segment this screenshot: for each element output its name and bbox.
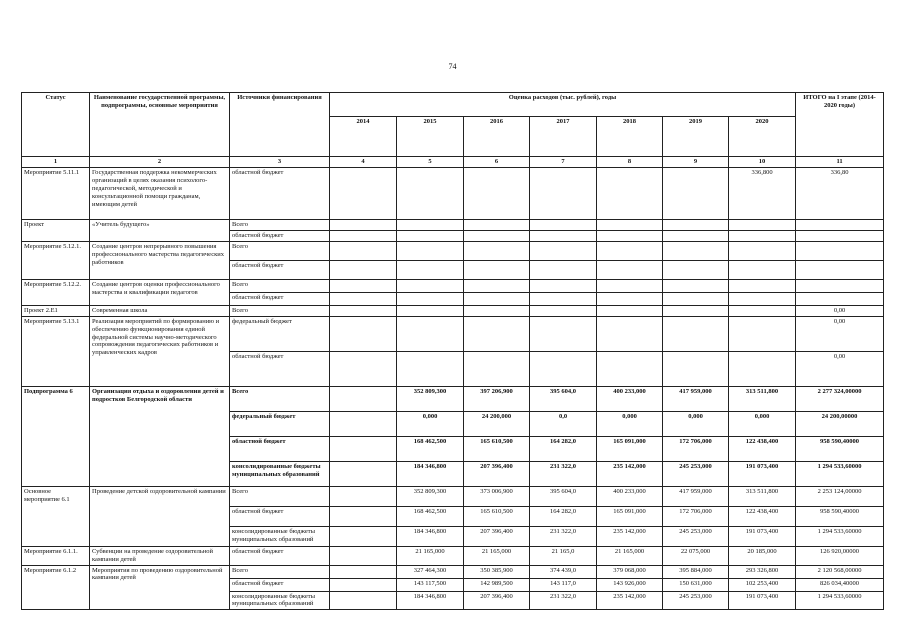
row-value: 0,000	[663, 411, 729, 436]
row-value	[663, 279, 729, 292]
row-value: 143 117,500	[397, 578, 464, 591]
header-status: Статус	[22, 93, 90, 157]
row-value	[729, 260, 796, 279]
row-value	[663, 167, 729, 219]
row-value: 21 165,000	[597, 546, 663, 565]
header-year: 2014	[330, 117, 397, 157]
row-value: 164 282,0	[530, 436, 597, 461]
row-value	[330, 279, 397, 292]
row-value: 400 233,000	[597, 486, 663, 506]
row-value	[530, 316, 597, 351]
row-value: 168 462,500	[397, 506, 464, 526]
row-value	[464, 351, 530, 386]
row-status: Мероприятие 6.1.2	[22, 565, 90, 610]
header-year: 2015	[397, 117, 464, 157]
row-value	[330, 219, 397, 230]
column-number: 8	[597, 157, 663, 168]
row-source: федеральный бюджет	[230, 411, 330, 436]
row-value: 0,000	[729, 411, 796, 436]
row-value: 165 091,000	[597, 506, 663, 526]
row-value	[597, 260, 663, 279]
row-value	[464, 230, 530, 241]
row-value: 0,0	[530, 411, 597, 436]
row-value	[729, 279, 796, 292]
table-row	[22, 546, 884, 565]
row-value	[330, 546, 397, 565]
header-year: 2018	[597, 117, 663, 157]
row-value: 313 511,800	[729, 386, 796, 411]
column-number: 3	[230, 157, 330, 168]
row-value	[597, 279, 663, 292]
row-value: 22 075,000	[663, 546, 729, 565]
row-value: 336,80	[796, 167, 884, 219]
row-value	[464, 292, 530, 305]
row-value	[330, 230, 397, 241]
row-value	[397, 351, 464, 386]
row-value: 395 604,0	[530, 386, 597, 411]
row-value: 2 277 324,00000	[796, 386, 884, 411]
row-value	[530, 351, 597, 386]
row-value: 1 294 533,60000	[796, 461, 884, 486]
row-value: 21 165,000	[464, 546, 530, 565]
row-source: областной бюджет	[230, 546, 330, 565]
row-value	[663, 305, 729, 316]
row-name: «Учитель будущего»	[90, 219, 230, 241]
row-value: 1 294 533,60000	[796, 526, 884, 546]
row-value: 235 142,000	[597, 591, 663, 610]
header-year: 2020	[729, 117, 796, 157]
row-value: 293 326,800	[729, 565, 796, 578]
table-row	[22, 241, 884, 260]
row-value	[530, 167, 597, 219]
row-value: 958 590,40000	[796, 506, 884, 526]
row-value	[330, 167, 397, 219]
row-value: 122 438,400	[729, 436, 796, 461]
row-value: 231 322,0	[530, 526, 597, 546]
row-value	[729, 351, 796, 386]
row-value: 191 073,400	[729, 591, 796, 610]
table-row	[22, 386, 884, 411]
row-value	[330, 351, 397, 386]
row-value	[530, 219, 597, 230]
table-row	[22, 316, 884, 351]
row-value	[397, 279, 464, 292]
row-source: Всего	[230, 279, 330, 292]
row-value	[530, 230, 597, 241]
row-value: 20 185,000	[729, 546, 796, 565]
row-value	[330, 241, 397, 260]
row-value	[330, 260, 397, 279]
page-number: 74	[448, 62, 457, 71]
row-value	[663, 351, 729, 386]
row-value: 2 253 124,00000	[796, 486, 884, 506]
header-sources: Источники финансирования	[230, 93, 330, 157]
header-total: ИТОГО на I этапе (2014-2020 годы)	[796, 93, 884, 157]
row-value	[330, 316, 397, 351]
row-value	[464, 241, 530, 260]
row-value	[397, 167, 464, 219]
row-value: 191 073,400	[729, 461, 796, 486]
header-estimate: Оценка расходов (тыс. рублей), годы	[330, 93, 796, 117]
row-value	[464, 219, 530, 230]
row-status: Проект 2.Е1	[22, 305, 90, 316]
row-value	[330, 578, 397, 591]
row-value: 184 346,800	[397, 526, 464, 546]
row-value: 184 346,800	[397, 591, 464, 610]
row-name: Организация отдыха и оздоровления детей и подростков Белгородской области	[90, 386, 230, 486]
table-row	[22, 305, 884, 316]
column-number: 7	[530, 157, 597, 168]
row-value: 395 604,0	[530, 486, 597, 506]
row-value	[397, 292, 464, 305]
row-source: областной бюджет	[230, 436, 330, 461]
row-value: 417 959,000	[663, 486, 729, 506]
row-value: 165 610,500	[464, 436, 530, 461]
row-value: 0,00	[796, 316, 884, 351]
row-value: 24 200,000	[464, 411, 530, 436]
row-value: 172 706,000	[663, 436, 729, 461]
row-value: 397 206,900	[464, 386, 530, 411]
row-value: 207 396,400	[464, 526, 530, 546]
row-status: Мероприятие 5.11.1	[22, 167, 90, 219]
row-value: 0,000	[597, 411, 663, 436]
row-value	[663, 260, 729, 279]
row-value: 24 200,00000	[796, 411, 884, 436]
row-value: 142 989,500	[464, 578, 530, 591]
row-value	[397, 230, 464, 241]
row-value	[464, 167, 530, 219]
row-value	[330, 292, 397, 305]
row-value	[729, 305, 796, 316]
row-value	[597, 351, 663, 386]
row-value: 400 233,000	[597, 386, 663, 411]
row-value: 102 253,400	[729, 578, 796, 591]
row-value	[330, 526, 397, 546]
row-value	[796, 241, 884, 260]
row-value	[397, 260, 464, 279]
row-value: 150 631,000	[663, 578, 729, 591]
header-year: 2017	[530, 117, 597, 157]
column-number: 1	[22, 157, 90, 168]
header-year: 2019	[663, 117, 729, 157]
row-value	[464, 305, 530, 316]
row-value	[397, 305, 464, 316]
row-value	[597, 292, 663, 305]
row-source: федеральный бюджет	[230, 316, 330, 351]
row-value	[796, 292, 884, 305]
row-status: Мероприятие 5.12.1.	[22, 241, 90, 279]
row-value	[330, 436, 397, 461]
row-value	[729, 316, 796, 351]
row-value: 21 165,0	[530, 546, 597, 565]
column-number: 11	[796, 157, 884, 168]
row-source: Всего	[230, 565, 330, 578]
row-source: Всего	[230, 219, 330, 230]
row-source: областной бюджет	[230, 292, 330, 305]
column-number: 2	[90, 157, 230, 168]
header-year: 2016	[464, 117, 530, 157]
row-value: 327 464,300	[397, 565, 464, 578]
row-value	[729, 230, 796, 241]
column-number: 5	[397, 157, 464, 168]
row-value: 313 511,800	[729, 486, 796, 506]
row-value: 172 706,000	[663, 506, 729, 526]
row-status: Основное мероприятие 6.1	[22, 486, 90, 546]
row-source: областной бюджет	[230, 260, 330, 279]
row-value	[729, 241, 796, 260]
row-value	[796, 279, 884, 292]
row-value: 207 396,400	[464, 461, 530, 486]
row-name: Мероприятия по проведению оздоровительной кампании детей	[90, 565, 230, 610]
row-source: Всего	[230, 386, 330, 411]
row-value: 143 117,0	[530, 578, 597, 591]
row-value: 395 884,000	[663, 565, 729, 578]
row-value	[330, 591, 397, 610]
row-value: 235 142,000	[597, 461, 663, 486]
row-value	[597, 316, 663, 351]
row-value	[464, 316, 530, 351]
row-source: областной бюджет	[230, 230, 330, 241]
row-source: Всего	[230, 486, 330, 506]
table-row	[22, 279, 884, 292]
row-value	[397, 219, 464, 230]
row-source: консолидированные бюджеты муниципальных образований	[230, 461, 330, 486]
row-value	[796, 230, 884, 241]
row-value	[597, 305, 663, 316]
row-source: областной бюджет	[230, 506, 330, 526]
row-value: 352 809,300	[397, 386, 464, 411]
row-value: 352 809,300	[397, 486, 464, 506]
row-value	[530, 260, 597, 279]
row-value	[330, 461, 397, 486]
row-source: областной бюджет	[230, 167, 330, 219]
row-value	[597, 219, 663, 230]
row-value	[530, 292, 597, 305]
row-status: Проект	[22, 219, 90, 241]
row-value: 0,00	[796, 305, 884, 316]
row-value	[530, 305, 597, 316]
row-value: 235 142,000	[597, 526, 663, 546]
row-value: 122 438,400	[729, 506, 796, 526]
row-name: Проведение детской оздоровительной кампании	[90, 486, 230, 546]
row-value: 165 091,000	[597, 436, 663, 461]
row-value: 21 165,000	[397, 546, 464, 565]
row-value	[597, 167, 663, 219]
row-value	[330, 486, 397, 506]
row-value: 826 034,40000	[796, 578, 884, 591]
row-value	[530, 241, 597, 260]
row-name: Государственная поддержка некоммерческих организаций в целях оказания психолого-педагогической, методической и консультационной помощи гражданам, имеющим детей	[90, 167, 230, 219]
row-value: 958 590,40000	[796, 436, 884, 461]
row-source: областной бюджет	[230, 351, 330, 386]
row-value: 245 253,000	[663, 526, 729, 546]
row-value: 336,800	[729, 167, 796, 219]
column-number: 4	[330, 157, 397, 168]
row-value	[397, 241, 464, 260]
row-value: 184 346,800	[397, 461, 464, 486]
row-status: Мероприятие 5.12.2.	[22, 279, 90, 305]
row-value	[663, 241, 729, 260]
row-value	[330, 305, 397, 316]
row-value: 245 253,000	[663, 461, 729, 486]
column-number: 9	[663, 157, 729, 168]
row-value: 164 282,0	[530, 506, 597, 526]
row-status: Мероприятие 5.13.1	[22, 316, 90, 386]
row-value	[663, 230, 729, 241]
header-name: Наименование государственной программы, подпрограммы, основные мероприятия	[90, 93, 230, 157]
row-name: Реализация мероприятий по формированию и обеспечению функционирования единой федеральной системы научно-методического сопровождения педагогических работников и управленческих кадров	[90, 316, 230, 386]
column-number-row	[22, 157, 884, 168]
row-value: 245 253,000	[663, 591, 729, 610]
row-value: 231 322,0	[530, 591, 597, 610]
row-value: 231 322,0	[530, 461, 597, 486]
table-row	[22, 565, 884, 578]
row-value	[330, 411, 397, 436]
column-number: 10	[729, 157, 796, 168]
row-value	[464, 279, 530, 292]
table-row	[22, 167, 884, 219]
table-row	[22, 486, 884, 506]
row-value	[796, 260, 884, 279]
row-value: 165 610,500	[464, 506, 530, 526]
row-value: 1 294 533,60000	[796, 591, 884, 610]
row-value: 2 120 568,00000	[796, 565, 884, 578]
row-name: Создание центров непрерывного повышения профессионального мастерства педагогических работников	[90, 241, 230, 279]
row-value	[663, 316, 729, 351]
row-value	[530, 279, 597, 292]
row-name: Современная школа	[90, 305, 230, 316]
row-source: консолидированные бюджеты муниципальных образований	[230, 526, 330, 546]
row-value: 0,000	[397, 411, 464, 436]
row-name: Создание центров оценки профессионального мастерства и квалификации педагогов	[90, 279, 230, 305]
row-value	[796, 219, 884, 230]
row-value	[464, 260, 530, 279]
row-value	[729, 292, 796, 305]
row-value	[729, 219, 796, 230]
row-status: Мероприятие 6.1.1.	[22, 546, 90, 565]
row-source: консолидированные бюджеты муниципальных образований	[230, 591, 330, 610]
budget-table	[21, 92, 884, 610]
row-value	[397, 316, 464, 351]
row-value	[663, 292, 729, 305]
row-value: 350 385,900	[464, 565, 530, 578]
row-value: 168 462,500	[397, 436, 464, 461]
row-value	[597, 241, 663, 260]
row-value	[597, 230, 663, 241]
row-value	[330, 565, 397, 578]
row-value: 374 439,0	[530, 565, 597, 578]
row-value: 207 396,400	[464, 591, 530, 610]
row-value	[663, 219, 729, 230]
row-source: Всего	[230, 241, 330, 260]
row-name: Субвенции на проведение оздоровительной кампании детей	[90, 546, 230, 565]
row-source: Всего	[230, 305, 330, 316]
row-value	[330, 386, 397, 411]
row-source: областной бюджет	[230, 578, 330, 591]
row-value: 191 073,400	[729, 526, 796, 546]
row-value: 417 959,000	[663, 386, 729, 411]
row-status: Подпрограмма 6	[22, 386, 90, 486]
row-value: 379 068,000	[597, 565, 663, 578]
row-value: 0,00	[796, 351, 884, 386]
row-value	[330, 506, 397, 526]
table-row	[22, 219, 884, 230]
header-row	[22, 93, 884, 117]
row-value: 126 920,00000	[796, 546, 884, 565]
row-value: 373 006,900	[464, 486, 530, 506]
row-value: 143 926,000	[597, 578, 663, 591]
column-number: 6	[464, 157, 530, 168]
